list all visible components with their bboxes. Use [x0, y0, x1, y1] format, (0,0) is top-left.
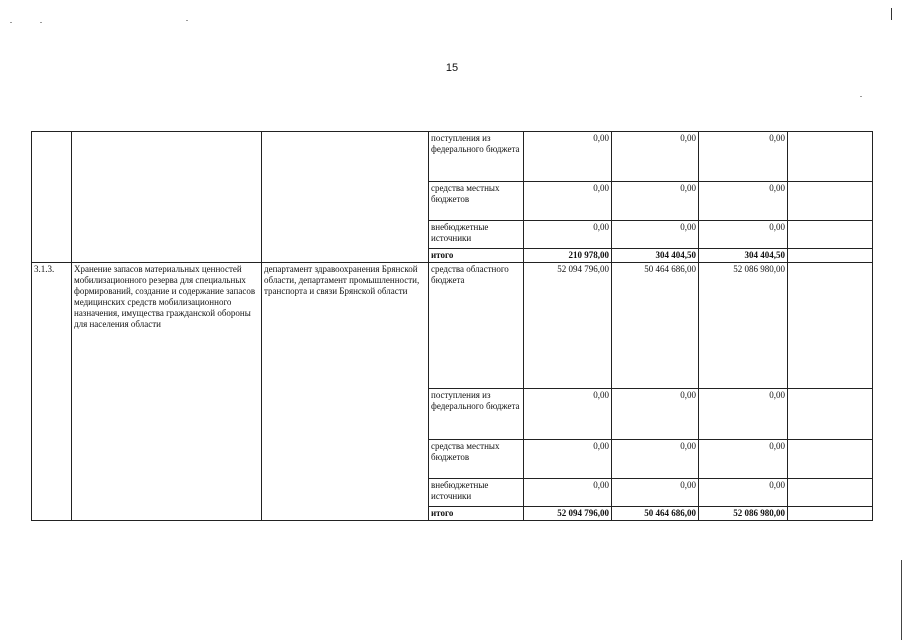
- executor-cell-empty: [262, 132, 429, 263]
- scan-speck: [10, 22, 12, 23]
- value-cell: 210 978,00: [524, 249, 612, 263]
- scan-edge-line: [901, 560, 902, 640]
- empty-cell: [788, 389, 873, 440]
- item-executor: департамент здравоохранения Брянской области, департамент промышленности, транспорта и связи Брянской области: [262, 263, 429, 521]
- value-cell: 52 086 980,00: [699, 507, 788, 521]
- value-cell: 0,00: [699, 182, 788, 221]
- code-cell-empty: [32, 132, 72, 263]
- table-row: [32, 132, 873, 182]
- empty-cell: [788, 182, 873, 221]
- empty-cell: [788, 263, 873, 389]
- value-cell: 0,00: [612, 479, 699, 507]
- empty-cell: [788, 507, 873, 521]
- value-cell: 52 094 796,00: [524, 263, 612, 389]
- page-number: 15: [445, 62, 459, 74]
- source-cell: итого: [429, 507, 524, 521]
- empty-cell: [788, 249, 873, 263]
- value-cell: 0,00: [524, 479, 612, 507]
- source-cell: средства местных бюджетов: [429, 440, 524, 479]
- value-cell: 0,00: [612, 182, 699, 221]
- value-cell: 0,00: [524, 221, 612, 249]
- scan-speck: [40, 22, 42, 23]
- scan-speck: [860, 96, 862, 97]
- empty-cell: [788, 221, 873, 249]
- name-cell-empty: [72, 132, 262, 263]
- value-cell: 0,00: [699, 440, 788, 479]
- value-cell: 0,00: [524, 440, 612, 479]
- value-cell: 0,00: [699, 479, 788, 507]
- scan-edge-mark: [891, 8, 892, 20]
- value-cell: 0,00: [524, 182, 612, 221]
- value-cell: 304 404,50: [699, 249, 788, 263]
- source-cell: средства областного бюджета: [429, 263, 524, 389]
- value-cell: 0,00: [524, 132, 612, 182]
- value-cell: 52 086 980,00: [699, 263, 788, 389]
- item-name: Хранение запасов материальных ценностей мобилизационного резерва для специальных формирований, создание и содержание запасов медицинских средств мобилизационного назначения, имущества гражданской обороны для населения области: [72, 263, 262, 521]
- empty-cell: [788, 440, 873, 479]
- item-code: 3.1.3.: [32, 263, 72, 521]
- value-cell: 304 404,50: [612, 249, 699, 263]
- value-cell: 50 464 686,00: [612, 507, 699, 521]
- value-cell: 0,00: [524, 389, 612, 440]
- source-cell: средства местных бюджетов: [429, 182, 524, 221]
- value-cell: 0,00: [699, 221, 788, 249]
- budget-table: [31, 131, 873, 521]
- value-cell: 52 094 796,00: [524, 507, 612, 521]
- value-cell: 0,00: [612, 389, 699, 440]
- table-row: [32, 263, 873, 389]
- value-cell: 0,00: [612, 221, 699, 249]
- scan-speck: [186, 20, 188, 21]
- value-cell: 0,00: [612, 132, 699, 182]
- value-cell: 50 464 686,00: [612, 263, 699, 389]
- empty-cell: [788, 479, 873, 507]
- source-cell: итого: [429, 249, 524, 263]
- source-cell: поступления из федерального бюджета: [429, 132, 524, 182]
- source-cell: внебюджетные источники: [429, 221, 524, 249]
- empty-cell: [788, 132, 873, 182]
- source-cell: поступления из федерального бюджета: [429, 389, 524, 440]
- value-cell: 0,00: [699, 132, 788, 182]
- source-cell: внебюджетные источники: [429, 479, 524, 507]
- value-cell: 0,00: [699, 389, 788, 440]
- value-cell: 0,00: [612, 440, 699, 479]
